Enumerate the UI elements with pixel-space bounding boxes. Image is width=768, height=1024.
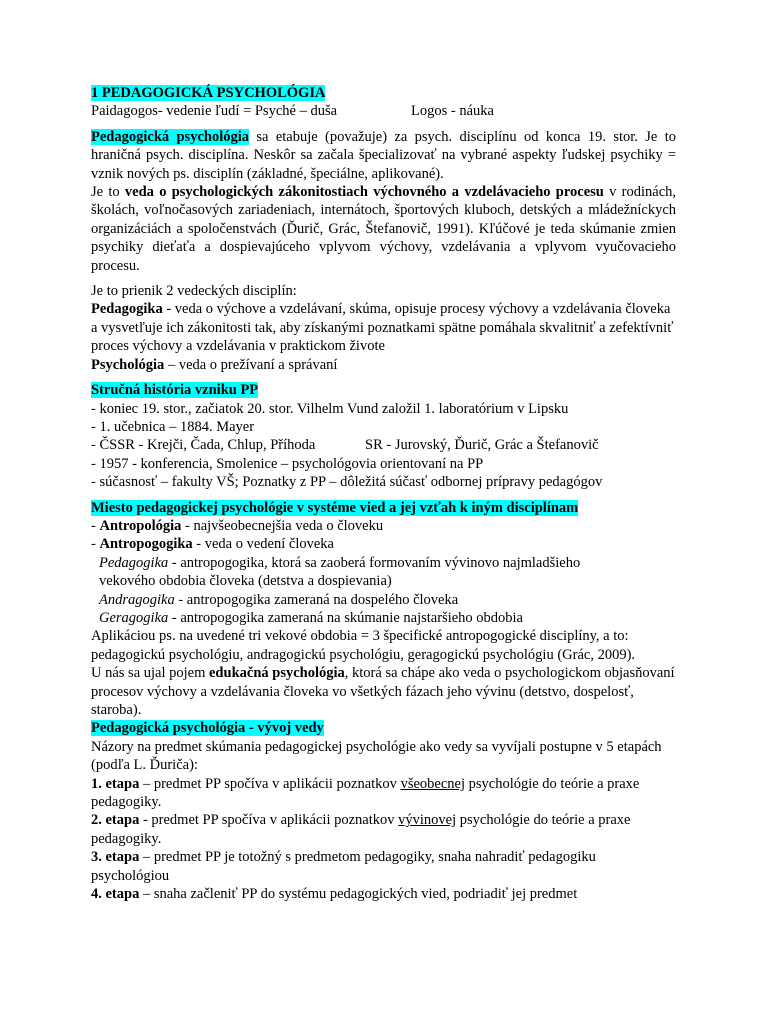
psychologia-text: – veda o prežívaní a správaní: [164, 356, 338, 373]
psychologia-term: Psychológia: [91, 356, 165, 373]
history-item-authors: [91, 436, 676, 454]
stage-text-post: psychológie do teórie a praxe pedagogiky.: [91, 812, 631, 847]
etymology-left: Paidagogos- vedenie ľudí = Psyché – duša: [91, 103, 338, 120]
stage-underlined: všeobecnej: [400, 775, 465, 792]
psychologia-definition: [91, 356, 676, 374]
pedagogika-definition: [91, 300, 676, 355]
pedagogika-sub-term: Pedagogika: [99, 554, 169, 571]
intro-text: sa etabuje (považuje) za psych. disciplínu od konca 19. stor. Je to hraničná psych. disciplína. Neskôr sa začala špecializovať na vybrané aspekty ľudskej psychiky = vznik nových ps. disciplín (základné, špeciálne, aplikované).: [91, 128, 676, 182]
geragogika-term: Geragogika: [99, 609, 169, 626]
history-item: - koniec 19. stor., začiatok 20. stor. Vilhelm Vund založil 1. laboratórium v Lipsku: [91, 400, 569, 417]
antropogogika-text: - veda o vedení človeka: [192, 536, 334, 553]
document-content: [91, 84, 676, 903]
andragogika-text: - antropogogika zameraná na dospelého človeka: [174, 591, 459, 608]
pedagogika-sub-text: - antropogogika, ktorá sa zaoberá formovaním vývinovo najmladšieho: [168, 554, 581, 571]
stage-item: [91, 775, 676, 812]
intersection-lead: Je to prienik 2 vedeckých disciplín:: [91, 283, 297, 300]
stage-text: - predmet PP spočíva v aplikácii poznatkov: [139, 812, 399, 829]
antropogogika-line: - Antropogogika - veda o vedení človeka: [91, 536, 334, 553]
development-lead: Názory na predmet skúmania pedagogickej psychológie ako vedy sa vyvíjali postupne v 5 etapách (podľa L. Ďuriča):: [91, 738, 662, 774]
etymology-right: Logos - náuka: [411, 103, 494, 120]
edukacna-paragraph: [91, 664, 676, 719]
edukacna-text: , ktorá sa chápe ako veda o psychologickom objasňovaní procesov výchovy a vzdelávania človeka vo všetkých fázach jeho vývinu (detstvo, dospelosť, staroba).: [91, 665, 675, 718]
development-heading: Pedagogická psychológia - vývoj vedy: [91, 720, 324, 737]
history-heading: Stručná história vzniku PP: [91, 382, 259, 399]
history-czsr: - ČSSR - Krejči, Čada, Chlup, Příhoda: [91, 437, 316, 454]
geragogika-text: - antropogogika zameraná na skúmanie najstaršieho obdobia: [168, 609, 523, 626]
history-item: - 1. učebnica – 1884. Mayer: [91, 418, 255, 435]
intro-term: Pedagogická psychológia: [91, 128, 250, 145]
definition-start: Je to: [91, 184, 125, 201]
place-heading: Miesto pedagogickej psychológie v systéme vied a jej vzťah k iným disciplínam: [91, 499, 579, 516]
antropologia-line: - Antropológia - najvšeobecnejšia veda o človeku: [91, 517, 384, 534]
edukacna-term: edukačná psychológia: [209, 665, 345, 682]
stage-label: 2. etapa: [91, 812, 140, 829]
etymology-line: [91, 102, 676, 120]
place-heading-line: [91, 499, 676, 517]
history-item: - 1957 - konferencia, Smolenice – psychológovia orientovaní na PP: [91, 455, 484, 472]
andragogika-subitem: [91, 591, 676, 609]
pedagogika-term: Pedagogika: [91, 301, 163, 318]
stage-label: 4. etapa: [91, 886, 140, 903]
stage-label: 1. etapa: [91, 775, 140, 792]
stage-underlined: vývinovej: [398, 812, 457, 829]
definition-rest: v rodinách, školách, voľnočasových zariadeniach, internátoch, športových kluboch, detských a mládežníckych organizáciách a spoločenstvách (Ďurič, Grác, Štefanovič, 1991). Kľúčové je teda skúmanie zmien psychiky dieťaťa a dospievajúceho vplyvom výchovy, vzdelávania a vplyvom vyučovacieho procesu.: [91, 184, 677, 274]
stage-text: – predmet PP je totožný s predmetom pedagogiky, snaha nahradiť pedagogiku psychológiou: [91, 849, 596, 884]
antropogogika-term: Antropogogika: [99, 536, 193, 553]
antropologia-term: Antropológia: [99, 517, 182, 534]
pedagogika-text: - veda o výchove a vzdelávaní, skúma, opisuje procesy výchovy a vzdelávania človeka a vysvetľuje ich zákonitosti tak, aby získanými poznatkami spätne pomáhala skvalitniť a zefektívniť proces výchovy a vzdelávania v praktickom živote: [91, 301, 674, 355]
pedagogika-subitem: [91, 554, 676, 572]
application-paragraph: Aplikáciou ps. na uvedené tri vekové obdobia = 3 špecifické antropogogické disciplíny, a to: pedagogickú psychológiu, andragogickú psychológiu, geragogickú psychológiu (Grác, 2009).: [91, 628, 636, 663]
stage-item: [91, 885, 676, 903]
definition-bold: veda o psychologických zákonitostiach výchovného a vzdelávacieho procesu: [124, 184, 604, 201]
geragogika-subitem: [91, 609, 676, 627]
development-heading-line: [91, 719, 676, 737]
history-item: - súčasnosť – fakulty VŠ; Poznatky z PP – dôležitá súčasť odbornej prípravy pedagógov: [91, 474, 603, 491]
stage-text-post: psychológie do teórie a praxe pedagogiky.: [91, 775, 640, 811]
history-sr: SR - Jurovský, Ďurič, Grác a Štefanovič: [365, 437, 599, 454]
stage-item: [91, 848, 676, 885]
stage-text: – predmet PP spočíva v aplikácii poznatkov: [139, 775, 401, 792]
stage-item: [91, 811, 676, 848]
andragogika-term: Andragogika: [99, 591, 175, 608]
history-heading-line: [91, 381, 676, 399]
pedagogika-subitem-cont: vekového obdobia človeka (detstva a dospievania): [99, 573, 392, 590]
stage-text: – snaha začleniť PP do systému pedagogických vied, podriadiť jej predmet: [139, 886, 578, 903]
stage-label: 3. etapa: [91, 849, 140, 866]
antropologia-text: - najvšeobecnejšia veda o človeku: [181, 517, 384, 534]
edukacna-start: U nás sa ujal pojem: [91, 665, 209, 682]
intro-paragraph: [91, 128, 676, 183]
definition-paragraph: [91, 183, 676, 275]
document-title: 1 PEDAGOGICKÁ PSYCHOLÓGIA: [91, 85, 326, 101]
